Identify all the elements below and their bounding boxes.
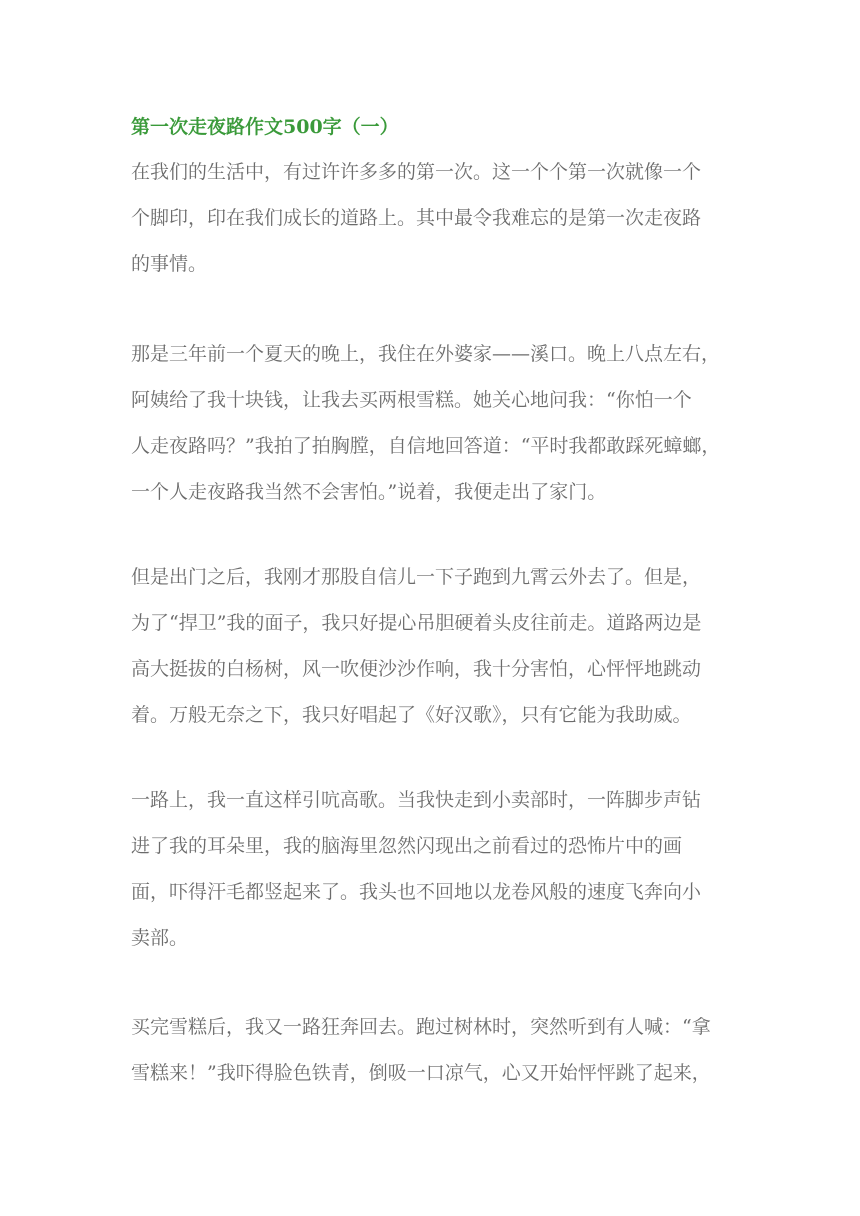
- paragraph-line: 人走夜路吗？”我拍了拍胸膛，自信地回答道：“平时我都敢踩死蟑螂，: [131, 435, 721, 457]
- paragraph-line: 在我们的生活中，有过许许多多的第一次。这一个个第一次就像一个: [131, 161, 702, 183]
- paragraph-line: 的事情。: [131, 253, 208, 275]
- paragraph-3: [131, 554, 731, 738]
- paragraph-line: 着。万般无奈之下，我只好唱起了《好汉歌》，只有它能为我助威。: [131, 704, 692, 726]
- paragraph-1: [131, 149, 731, 287]
- paragraph-line: 卖部。: [131, 927, 189, 949]
- paragraph-line: 买完雪糕后，我又一路狂奔回去。跑过树林时，突然听到有人喊：“拿: [131, 1016, 711, 1038]
- paragraph-line: 个脚印，印在我们成长的道路上。其中最令我难忘的是第一次走夜路: [131, 207, 702, 229]
- paragraph-line: 但是出门之后，我刚才那股自信儿一下子跑到九霄云外去了。但是，: [131, 566, 702, 588]
- paragraph-line: 一个人走夜路我当然不会害怕。”说着，我便走出了家门。: [131, 481, 607, 503]
- paragraph-line: 一路上，我一直这样引吭高歌。当我快走到小卖部时，一阵脚步声钻: [131, 789, 702, 811]
- paragraph-line: 雪糕来！”我吓得脸色铁青，倒吸一口凉气，心又开始怦怦跳了起来，: [131, 1062, 711, 1084]
- paragraph-line: 那是三年前一个夏天的晚上，我住在外婆家——溪口。晚上八点左右，: [131, 343, 721, 365]
- paragraph-line: 为了“捍卫”我的面子，我只好提心吊胆硬着头皮往前走。道路两边是: [131, 612, 702, 634]
- paragraph-2: [131, 331, 731, 515]
- paragraph-line: 进了我的耳朵里，我的脑海里忽然闪现出之前看过的恐怖片中的画: [131, 835, 683, 857]
- paragraph-line: 面，吓得汗毛都竖起来了。我头也不回地以龙卷风般的速度飞奔向小: [131, 881, 702, 903]
- paragraph-5: [131, 1004, 731, 1096]
- document-title: 第一次走夜路作文500字（一）: [131, 116, 399, 138]
- paragraph-4: [131, 777, 731, 961]
- paragraph-line: 阿姨给了我十块钱，让我去买两根雪糕。她关心地问我：“你怕一个: [131, 389, 692, 411]
- paragraph-line: 高大挺拔的白杨树，风一吹便沙沙作响，我十分害怕，心怦怦地跳动: [131, 658, 702, 680]
